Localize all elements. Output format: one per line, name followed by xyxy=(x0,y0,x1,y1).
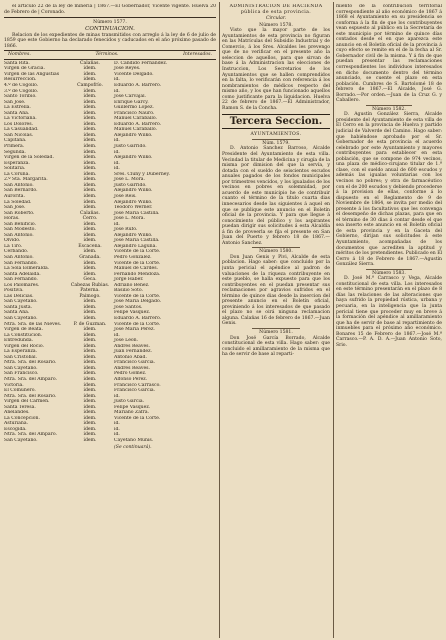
mine-term: idem. xyxy=(83,438,97,444)
mine-term: idem. xyxy=(83,121,97,127)
mine-term: idem. xyxy=(83,365,97,371)
mine-interested: Felipe Vasquez. xyxy=(114,310,151,316)
mine-name: San José. xyxy=(4,205,26,211)
mine-term: Granada. xyxy=(79,254,101,260)
continued-note: (Se continuará). xyxy=(114,444,152,450)
mine-term: Paimogo. xyxy=(79,293,101,299)
mine-term: idem. xyxy=(83,221,97,227)
mine-name: San Roberto. xyxy=(4,210,35,216)
table-row xyxy=(4,438,216,444)
mine-interested: Manuel Caraballo. xyxy=(114,127,157,133)
mine-name: San Fernando. xyxy=(4,277,38,283)
mine-term: idem. xyxy=(83,77,97,83)
mine-name: 2.º Sta. Margarita. xyxy=(4,177,48,183)
divider xyxy=(366,269,412,270)
mine-term: idem. xyxy=(83,327,97,333)
mine-interested: Alfonso Perez. xyxy=(114,377,148,382)
mine-name: Santa Justa. xyxy=(4,304,33,310)
mine-name: San Cristóbal. xyxy=(4,354,38,360)
announcement-number: Número 1582. xyxy=(372,106,406,112)
mine-term: Calañas. xyxy=(80,210,100,216)
header-nombres: Nombres. xyxy=(8,52,31,58)
mine-name: San Antonio. xyxy=(4,254,34,260)
mine-name: Positiva. xyxy=(4,288,24,294)
mine-interested: Alejandro Wilko. xyxy=(114,188,153,194)
mine-name: San Nicolás. xyxy=(4,132,34,138)
mine-name: La Soledad. xyxy=(4,199,32,205)
mine-name: Santa Adelaida. xyxy=(4,271,41,277)
mine-name: La Sola Esmeralda. xyxy=(4,266,50,272)
divider xyxy=(252,139,300,140)
mine-term: idem. xyxy=(83,166,97,172)
mine-interested: Alejandro Wilko. xyxy=(114,199,153,205)
mine-term: idem. xyxy=(83,88,97,94)
mine-interested: id. xyxy=(114,166,120,172)
mine-interested: Teodoro Werner. xyxy=(114,205,153,211)
mine-name: San Cayetano. xyxy=(4,299,38,305)
mine-term: idem. xyxy=(83,238,97,244)
mine-name: Santa Ana. xyxy=(4,310,30,316)
mine-interested: id. xyxy=(114,221,120,227)
mine-name: Santa Rita. xyxy=(4,60,30,66)
mine-interested: Andres Reaves. xyxy=(114,365,150,371)
mine-term: idem. xyxy=(83,227,97,233)
mine-interested: Alejandro Laguna. xyxy=(114,243,157,249)
column-left xyxy=(4,4,216,450)
mine-term: idem. xyxy=(83,127,97,133)
mine-interested: Manuel Caraballo. xyxy=(114,116,157,122)
mine-term: idem. xyxy=(83,105,97,111)
announcement-number: Número 1581. xyxy=(259,329,293,335)
mine-interested: id. xyxy=(114,332,120,338)
mine-interested: Vicente de la Corte. xyxy=(114,260,161,266)
mine-term: idem. xyxy=(83,299,97,305)
mine-interested: id. xyxy=(114,77,120,83)
mine-interested: Guillermo Lopez. xyxy=(114,105,154,111)
mine-interested: José L. Mora. xyxy=(114,216,145,222)
mine-name: Virgen de la Soledad. xyxy=(4,155,54,161)
mine-name: Segunda. xyxy=(4,149,26,155)
mine-interested: José L. Mora. xyxy=(114,177,145,183)
mine-name: Los Dolores. xyxy=(4,121,34,127)
mine-term: idem. xyxy=(83,71,97,77)
mine-interested: Vicente de la Corte. xyxy=(114,249,161,255)
table-header xyxy=(4,50,216,60)
hacienda-header: ADMINISTRACION DE HACIENDA pública de esta provincia. xyxy=(229,4,323,15)
mine-interested: id. xyxy=(114,138,120,144)
mine-interested: José María Castilla. xyxy=(114,210,160,216)
mine-interested: Alejandro Wilko. xyxy=(114,132,153,138)
mine-interested: Alejandro Wilko. xyxy=(114,232,153,238)
mine-term: idem. xyxy=(83,432,97,438)
announcement-number: Número 1580. xyxy=(259,249,293,255)
mine-interested: Francisco Garcia. xyxy=(114,388,156,394)
mine-term: idem. xyxy=(83,349,97,355)
mine-name: Virgen del Carmen. xyxy=(4,399,50,405)
mine-interested: Manuel de Cárdes. xyxy=(114,266,159,272)
announcement-number: Número 1578. xyxy=(259,22,293,28)
mine-name: San Cayetano. xyxy=(4,438,38,444)
mine-name: Ntra. Sra. del Rosario. xyxy=(4,360,57,366)
mine-interested: Vicente de la Corte. xyxy=(114,293,161,299)
mine-name: San Fernando. xyxy=(4,260,38,266)
mine-term: idem. xyxy=(83,332,97,338)
mine-term: idem. xyxy=(83,188,97,194)
mine-name: Escogida. xyxy=(4,426,27,432)
mine-interested: Adriano Benez. xyxy=(114,282,150,288)
mine-interested: Francisco Nauro. xyxy=(114,110,155,116)
mine-term: idem. xyxy=(83,421,97,427)
announcement-text: Don José García Borrado, Alcalde constitucional de esta villa. Hago saber: que concluido el amillaramiento de la misma que ha de servir de base al reparti- xyxy=(222,335,330,358)
mine-name: Primera. xyxy=(4,144,25,150)
announcement-number: Número 1583. xyxy=(372,270,406,276)
mine-term: idem. xyxy=(83,199,97,205)
announcement-text: D. Antonio Sanchez Barroso, Alcalde Presidente del Ayuntamiento de esta villa. Vecindad la titular de Medicina y cirugía de la misma por dimision del que la servía, y dotada con el sueldo de seiscientos escudos anuales pagados de los fondos municipales por trimestres vencidos, y los igualados de los vecinos en pobres en solemnidad, por acuerdo de este municipio he de contribuir cuanto el término de la titulo cuarta dias innecesarios desde las siguientes á aquel en que se publique este anuncio en el Boletín oficial de la provincia. Y para que llegue á conocimiento del público y los aspirantes puedan dirigir sus solicitudes á esta Alcaldía á fin de proveerla se fija el presente en San Juan del Puerto y febrero 18 de 1867.—Antonio Sanchez. xyxy=(222,146,330,246)
mine-term: idem. xyxy=(83,382,97,388)
mine-interested: Francisco Carrasco. xyxy=(114,382,161,388)
mine-term: idem. xyxy=(83,232,97,238)
hacienda-text: Visto que la mayor parte de los Ayuntamientos de esta provincia no figuran en las Matrículas del Subsidio Industrial y de Comercio, á los Sres. Alcaldes les prevengo que de no verificar en el presente año la seleccion de aquellos, para que sirvan de base á la Administracion las elecciones de Instruccion, Los Secretarios de los Ayuntamientos que se hallen comprendidos en la falta, lo verificarán con referencia á los nombramientos de médicos respecto del mismo año, y los que han funcionado aquellos como justificante para la liquidacion. Huelva 22 de febrero de 1867.—El Administrador, Ramon S. de la Concha. xyxy=(222,28,330,111)
mine-term: idem. xyxy=(83,177,97,183)
mine-term: idem. xyxy=(83,415,97,421)
mine-term: idem. xyxy=(83,426,97,432)
mine-term: idem. xyxy=(83,94,97,100)
mine-term: idem. xyxy=(83,132,97,138)
mine-interested: D. Cándido Fernandez. xyxy=(114,60,168,66)
mine-name: San José. xyxy=(4,99,26,105)
mines-table xyxy=(4,61,216,444)
mine-name: Virgen de Gracia. xyxy=(4,66,45,72)
mine-name: Ntra. Sra. de las Nieves. xyxy=(4,321,62,327)
mine-term: idem. xyxy=(83,182,97,188)
mine-interested: id. xyxy=(114,432,120,438)
mine-name: Esperanza. xyxy=(4,160,30,166)
mine-term: idem. xyxy=(83,371,97,377)
relacion-text: Relacion de los expedientes de minas transmitidos con arreglo á la ley de 6 de julio de 1859 que este Gobierno ha declarado fenecidos y caducados en el año próximo pasado de 1866. xyxy=(4,32,216,49)
mine-interested: Pedro Gomez. xyxy=(114,371,147,377)
header-terminos: Términos. xyxy=(95,52,119,58)
mine-name: Anelandes. xyxy=(4,410,30,416)
mine-name: El Comunero. xyxy=(4,388,36,394)
mine-term: Paterna. xyxy=(80,288,100,294)
announcement-number: Núm. 1579. xyxy=(262,140,290,146)
mine-name: 3.º de Cogollo. xyxy=(4,88,39,94)
mine-interested: José Leon. xyxy=(114,338,139,344)
mine-interested: José Reyes. xyxy=(114,66,141,72)
mine-name: Ntra. Sra. del Amparo. xyxy=(4,432,58,438)
mine-name: San Bernardo. xyxy=(4,188,38,194)
mine-interested: Jorge Haber. xyxy=(114,277,144,283)
mine-name: San Cayetano. xyxy=(4,315,38,321)
mine-interested: Vicente de la Corte. xyxy=(114,321,161,327)
mine-interested: Juan Fernandez. xyxy=(114,349,153,355)
mine-term: idem. xyxy=(83,249,97,255)
mine-term: idem. xyxy=(83,360,97,366)
mine-term: idem. xyxy=(83,338,97,344)
mine-interested: Vicente de la Corte. xyxy=(114,415,161,421)
mine-name: Las Delicias. xyxy=(4,293,34,299)
mine-term: idem. xyxy=(83,354,97,360)
mine-interested: id. xyxy=(114,149,120,155)
mine-term: idem. xyxy=(83,110,97,116)
mine-name: Horas. xyxy=(4,216,20,222)
mine-name: Santa Teresa. xyxy=(4,404,36,410)
section-title: Tercera Seccion. xyxy=(222,114,330,129)
section-subheading: AYUNTAMIENTOS. xyxy=(250,132,302,138)
announcement-text: D. Agustín González Sierra, Alcalde presidente del Ayuntamiento de esta villa de El Cerro en la provincia de Huelva y partido judicial de Valverde del Camino. Hago saber: que habiéndose aprobado por el Sr. Gobernador de esta provincia el acuerdo celebrado por este Ayuntamiento y mayores contribuyentes para establecer en esta población, que se compone de 974 vecinos, una plaza de médico-cirujano titular de 1.ª clase, con el sueldo anual de 600 escudos y además las igualas voluntarias con los vecinos no pobres; y otra de farmacéutico con el de 200 escudos y debiendo procederse á la provision de ellas, conforme á lo dispuesto en el Reglamento de 9 de Noviembre de 1864, se invita por medio del presente á los facultativos que les convenga el desempeño de dichas plazas, para que en el término de 30 dias á contar desde el que sea inserto este anuncio en el Boletín oficial de esta provincia y en la Gaceta del Gobierno, dirijan sus solicitudes á este Ayuntamiento, acompañadas de los documentos que acrediten la aptitud y méritos de los pretendientes. Publicado en El Cerro á 18 de Febrero de 1867.—Agustín González Sierra. xyxy=(336,112,442,268)
mine-term: idem. xyxy=(83,155,97,161)
mine-interested: Alejandro Wilko. xyxy=(114,155,153,161)
mine-term: idem. xyxy=(83,343,97,349)
mine-interested: id. xyxy=(114,421,120,427)
mine-name: San Francisco. xyxy=(4,371,39,377)
mine-name: La Esperanza. xyxy=(4,349,38,355)
mine-name: La Casualidad. xyxy=(4,127,39,133)
mine-name: Virgen de Beata. xyxy=(4,327,43,333)
mine-interested: José María Delgado. xyxy=(114,299,162,305)
divider xyxy=(252,328,300,329)
mine-term: idem. xyxy=(83,260,97,266)
mine-term: Cabezas Rubias. xyxy=(70,282,110,288)
mine-name: San Cayetano. xyxy=(4,365,38,371)
mine-name: Capitana. xyxy=(4,138,27,144)
mine-interested: Andres Reaves. xyxy=(114,343,150,349)
mine-interested: José María Castilla. xyxy=(114,238,160,244)
mine-interested: José Rufo. xyxy=(114,227,138,233)
mine-term: idem. xyxy=(83,266,97,272)
mine-interested: Cayetano Munis. xyxy=(114,438,154,444)
mine-name: San Modesto. xyxy=(4,227,36,233)
mine-term: idem. xyxy=(83,205,97,211)
mine-name: 4.º de Cogollo. xyxy=(4,83,39,89)
mine-name: La Coruña. xyxy=(4,171,30,177)
mine-name: Asturiana. xyxy=(4,421,29,427)
mine-interested: Francisco Garcia. xyxy=(114,360,156,366)
mine-term: idem. xyxy=(83,310,97,316)
mine-name: La Tiro. xyxy=(4,243,23,249)
mine-name: San Antonio. xyxy=(4,182,34,188)
mine-term: idem. xyxy=(83,116,97,122)
announcement-text: miento de la contribucion territorial correspondiente al año económico de 1867 á 1868 el Ayuntamiento en su presidencia se conforma á la fin de que los contribuyentes vean espuesto al público en la Secretaría de este municipio por término de quince días contados desde el en que aparezca este anuncio en el Boletín oficial de la provincia á cuyo efecto se remite en el de la fecha al Sr. Gobernador civil de la misma. Y á fin de que puedan presentar las reclamaciones correspondientes los individuos interesados en dicho documento dentro del término anunciado, se cuente el plazo en esta población. Cumbres de S. Bartolomé 18 de febrero de 1867.—El Alcalde, José G. Borrado.—Por orden.—Juan de la Cruz G. y Caballero. xyxy=(336,4,442,104)
mine-name: Resurreccion. xyxy=(4,77,37,83)
mine-term: idem. xyxy=(83,193,97,199)
column-middle xyxy=(222,4,330,358)
mine-term: idem. xyxy=(83,149,97,155)
mine-name: Los Palomares. xyxy=(4,282,40,288)
mine-name: Aurorita. xyxy=(4,193,25,199)
column-right xyxy=(336,4,442,348)
mine-interested: Eduardo A. Barrero. xyxy=(114,121,162,127)
mine-interested: Felipe Vasquez. xyxy=(114,404,151,410)
mine-term: Cerro. xyxy=(82,216,98,222)
mine-interested: id. xyxy=(114,88,120,94)
announcement-text: Don Juan Genis y Pivi, Alcalde de esta poblacion. Hago saber: que concluido por la junta pericial el apéndice al padron de valuaciones de la riqueza contribuyente en este pueblo, se halla expuesto para que los contribuyentes en el puedan presentar sus reclamaciones por agravios sufridos en el término de quince dias desde la insercion del presente anuncio en el Boletín oficial, previniendo á los interesados de que pasado el plazo no se oirá ninguna reclamacion alguna. Calañas 16 de febrero de 1867.—Juan Genis. xyxy=(222,254,330,327)
mine-term: Escacena. xyxy=(78,243,102,249)
header-interesados: Interesados. xyxy=(183,52,212,58)
mine-term: idem. xyxy=(83,393,97,399)
mine-term: idem. xyxy=(83,304,97,310)
mine-interested: id. xyxy=(114,426,120,432)
circular-label: Circular. xyxy=(265,16,287,22)
mine-term: idem. xyxy=(83,160,97,166)
mine-term: idem. xyxy=(83,144,97,150)
mine-interested: José Santos. xyxy=(114,304,143,310)
mine-interested: Mariano Zafra. xyxy=(114,410,150,416)
mine-name: San Antonio. xyxy=(4,232,34,238)
mine-term: idem. xyxy=(83,377,97,382)
mine-interested: Justo Garcia. xyxy=(114,399,145,405)
mine-interested: José Carvajal. xyxy=(114,94,147,100)
announcement-text: D. José M.ª Carrasco y Vega, Alcalde constitucional de esta villa. Los interesados en este término presentarán en el plazo de 8 días las relaciones de las alteraciones que haya sufrido la propiedad rústica, urbana y pecuaria, en la inteligencia que la junta pericial tiene que proceder muy en breve á la formación del apéndice al amillaramiento que ha de servir de base al repartimiento de inmuebles para el próximo año económico. Bonares 15 de Febrero de 1867.—José M.ª Carrasco.—P. A. D. A.—Juan Antonio Soto, Srio. xyxy=(336,276,442,348)
mine-name: La Concepcion. xyxy=(4,415,40,421)
mine-term: idem. xyxy=(83,99,97,105)
mine-term: Calañas. xyxy=(80,60,100,66)
mine-term: idem. xyxy=(83,410,97,416)
column-separator xyxy=(333,2,334,638)
divider xyxy=(366,105,412,106)
mine-term: idem. xyxy=(83,399,97,405)
mine-name: Virgen del Rocío. xyxy=(4,343,44,349)
mine-interested: Fernando Mendoza. xyxy=(114,271,161,277)
intro-text: el artículo 22 de la ley de minería | 1867.—El Gobernador, Vicente vigente. Huelva 20 de Febrero de | Coronado. xyxy=(4,4,216,15)
column-separator xyxy=(219,2,220,638)
mine-interested: Justo Garrido. xyxy=(114,182,147,188)
mine-term: Geca. xyxy=(83,277,97,283)
announcement-number: Número 1577. xyxy=(93,20,127,26)
mine-term: Campofrío. xyxy=(77,83,103,89)
mine-name: La Victoriana. xyxy=(4,116,37,122)
mine-name: Ntra. Sra. del Rosario. xyxy=(4,393,57,399)
mine-name: Virgen de las Angustias xyxy=(4,71,60,77)
mine-interested: Antonio Abad. xyxy=(114,354,147,360)
mine-interested: Pedro Gonzalez. xyxy=(114,254,152,260)
mine-interested: Vicente Delgado. xyxy=(114,71,154,77)
mine-name: Solitaria. xyxy=(4,166,26,172)
mine-term: P. de Guzman. xyxy=(73,321,107,327)
mine-interested: Basilio Soto. xyxy=(114,288,144,294)
mine-name: Entredunda. xyxy=(4,338,34,344)
mine-term: idem. xyxy=(83,388,97,394)
mine-interested: José María Perez. xyxy=(114,327,155,333)
mine-interested: Eduardo A. Barrero. xyxy=(114,83,162,89)
mine-interested: José Reís. xyxy=(114,193,137,199)
mine-name: Olvido. xyxy=(4,238,21,244)
mine-name: Santa Ana. xyxy=(4,110,30,116)
mine-term: idem. xyxy=(83,271,97,277)
mine-name: Ntra. Sra. del Amparo. xyxy=(4,377,58,382)
section-subtitle: CONTINUACION. xyxy=(85,25,135,32)
mine-term: idem. xyxy=(83,171,97,177)
mine-interested: id. xyxy=(114,160,120,166)
mine-name: San Benificio. xyxy=(4,221,37,227)
mine-name: Cerbando. xyxy=(4,249,29,255)
mine-interested: id. xyxy=(114,393,120,399)
mine-interested: Eduardo A. Barrero. xyxy=(114,315,162,321)
mine-term: idem. xyxy=(83,66,97,72)
mine-term: idem. xyxy=(83,315,97,321)
mine-name: La Estrella. xyxy=(4,105,31,111)
mine-term: idem. xyxy=(83,138,97,144)
divider xyxy=(4,17,216,18)
mine-interested: Sres. Cluny y Duberney. xyxy=(114,171,170,177)
mine-name: Victoria. xyxy=(4,382,24,388)
mine-term: idem. xyxy=(83,404,97,410)
mine-name: La Constituciòn. xyxy=(4,332,43,338)
mine-interested: Enrique Garcy. xyxy=(114,99,149,105)
mine-interested: Justo Garrido. xyxy=(114,144,147,150)
mine-name: Santo Toribio. xyxy=(4,94,37,100)
